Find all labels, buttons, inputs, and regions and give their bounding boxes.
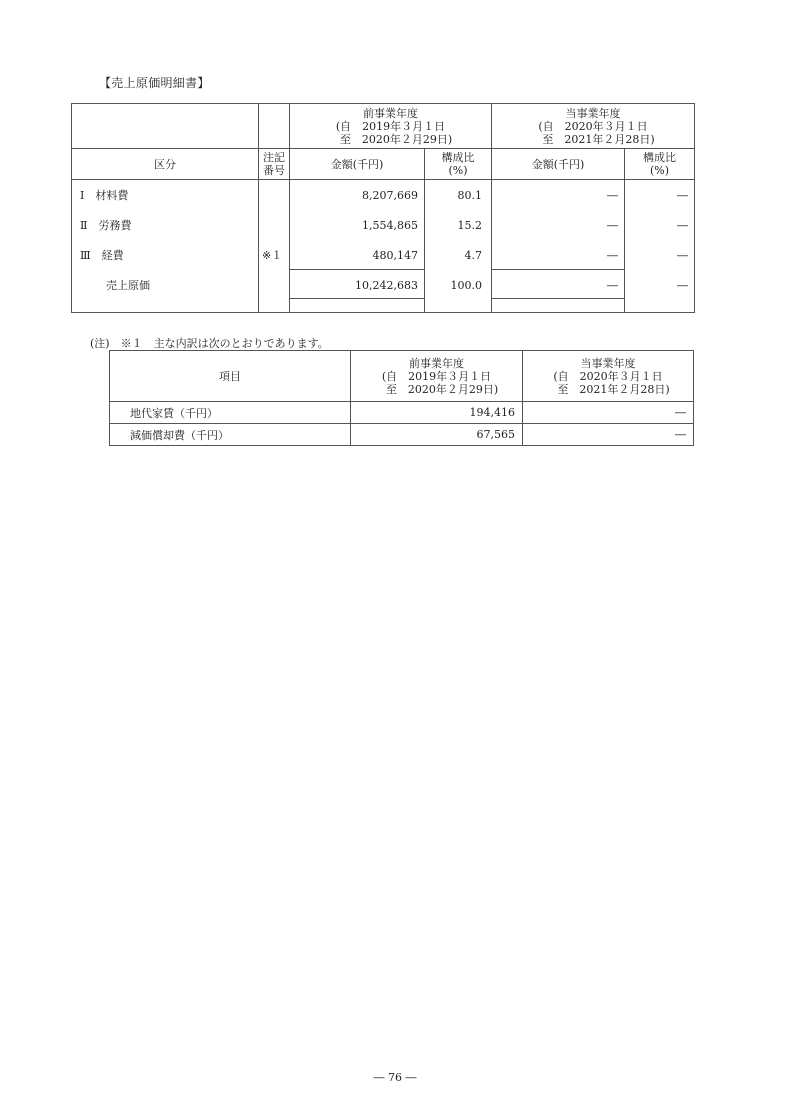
curr-value: ― [523, 402, 694, 424]
amount-curr-value: ― [607, 219, 619, 232]
amount-curr-column [492, 180, 625, 313]
total-rule [492, 298, 624, 299]
amount-column [290, 180, 425, 313]
total-amount-curr: ― [607, 279, 619, 292]
ratio-column [425, 180, 492, 313]
amount-value: 480,147 [372, 249, 418, 262]
amount-curr-value: ― [607, 249, 619, 262]
sub-prev-period-header: 前事業年度 (自 2019年３月１日 至 2020年２月29日) [351, 351, 523, 402]
ratio-value: 15.2 [457, 219, 483, 232]
prev-period-header: 前事業年度 (自 2019年３月１日 至 2020年２月29日) [290, 104, 492, 149]
prev-value: 67,565 [351, 424, 523, 446]
curr-period-header: 当事業年度 (自 2020年３月１日 至 2021年２月28日) [492, 104, 695, 149]
cost-of-sales-table [71, 103, 695, 313]
ratio-curr-header: 構成比 (%) [625, 149, 695, 180]
amount-value: 8,207,669 [362, 189, 418, 202]
section-title: 【売上原価明細書】 [99, 76, 210, 90]
curr-value: ― [523, 424, 694, 446]
note-number-header: 注記 番号 [259, 149, 290, 180]
footnote: (注) ※１ 主な内訳は次のとおりであります。 [90, 337, 329, 350]
prev-value: 194,416 [351, 402, 523, 424]
blank-header-cell [259, 104, 290, 149]
ratio-value: 80.1 [457, 189, 483, 202]
table-row [110, 402, 694, 424]
amount-curr-header: 金額(千円) [492, 149, 625, 180]
ratio-header: 構成比 (%) [425, 149, 492, 180]
total-amount: 10,242,683 [355, 279, 418, 292]
amount-curr-value: ― [607, 189, 619, 202]
total-rule [290, 269, 424, 270]
ratio-curr-column [625, 180, 695, 313]
category-header: 区分 [72, 149, 259, 180]
ratio-curr-value: ― [677, 249, 689, 262]
total-ratio: 100.0 [450, 279, 483, 292]
ratio-curr-value: ― [677, 219, 689, 232]
category-column [72, 180, 259, 313]
row-label: Ⅰ 材料費 [80, 189, 129, 202]
row-label: Ⅲ 経費 [80, 249, 124, 262]
amount-header: 金額(千円) [290, 149, 425, 180]
item-header: 項目 [110, 351, 351, 402]
page-number: ― 76 ― [373, 1071, 417, 1084]
row-label: Ⅱ 労務費 [80, 219, 132, 232]
total-rule [492, 269, 624, 270]
total-ratio-curr: ― [677, 279, 689, 292]
note-column [259, 180, 290, 313]
ratio-value: 4.7 [464, 249, 483, 262]
total-rule [290, 298, 424, 299]
expense-breakdown-table [109, 350, 694, 446]
table-row [110, 424, 694, 446]
note-mark: ※１ [262, 249, 283, 262]
blank-header-cell [72, 104, 259, 149]
sub-curr-period-header: 当事業年度 (自 2020年３月１日 至 2021年２月28日) [523, 351, 694, 402]
item-label: 減価償却費（千円） [110, 424, 351, 446]
item-label: 地代家賃（千円） [110, 402, 351, 424]
total-label: 売上原価 [106, 279, 150, 292]
ratio-curr-value: ― [677, 189, 689, 202]
amount-value: 1,554,865 [362, 219, 418, 232]
